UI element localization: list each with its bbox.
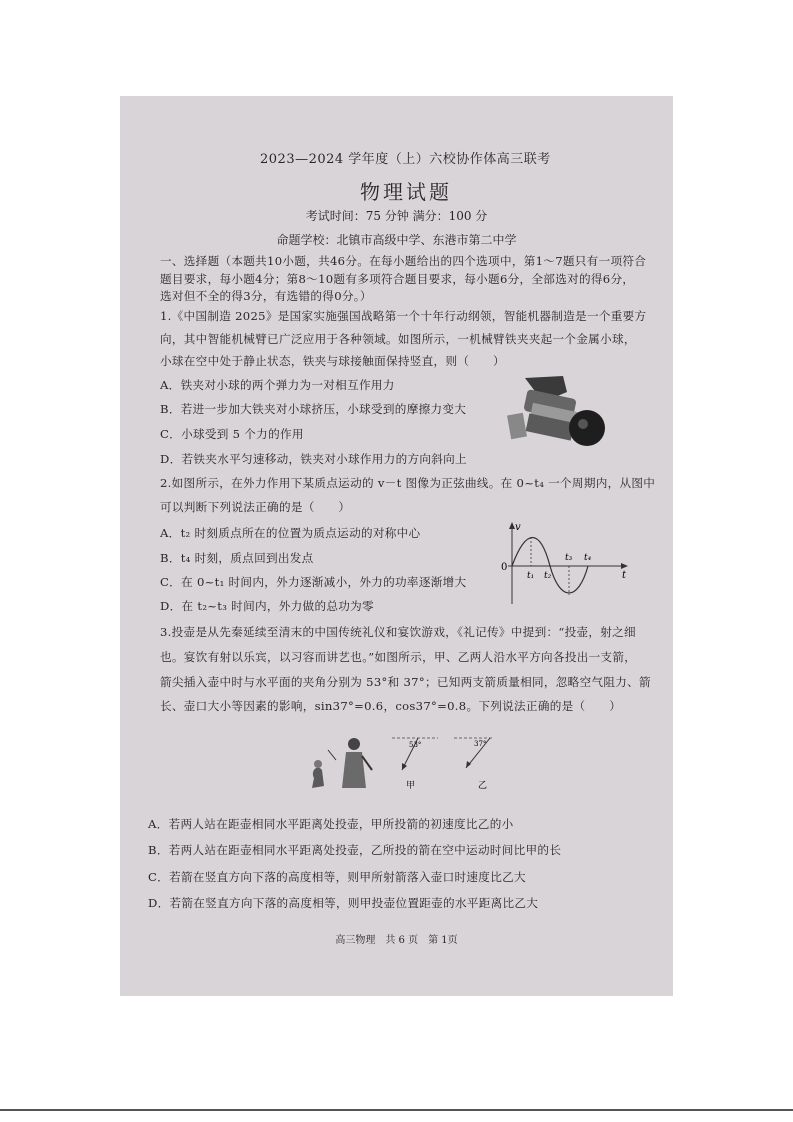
q1-line1: 1.《中国制造 2025》是国家实施强国战略第一个十年行动纲领，智能机器制造是一个重要方: [160, 309, 647, 323]
section1-line1: 一、选择题（本题共10小题，共46分。在每小题给出的四个选项中，第1～7题只有一项符合: [160, 254, 647, 268]
q3-option-a: A．若两人站在距壶相同水平距离处投壶，甲所投箭的初速度比乙的小: [148, 817, 514, 831]
origin-label: 0: [501, 562, 508, 573]
label-yi: 乙: [478, 781, 488, 791]
q3-line4: 长、壶口大小等因素的影响，sin37°=0.6，cos37°=0.8。下列说法正确的是（ ）: [160, 699, 622, 713]
q1-option-a: A．铁夹对小球的两个弹力为一对相互作用力: [160, 378, 395, 392]
q1-line3: 小球在空中处于静止状态，铁夹与球接触面保持竖直，则（ ）: [160, 354, 505, 368]
q1-option-c: C．小球受到 5 个力的作用: [160, 427, 304, 441]
t1-label: t₁: [527, 571, 535, 581]
robot-arm-figure: [505, 374, 623, 452]
bottom-divider: [0, 1109, 793, 1111]
t4-label: t₄: [584, 553, 592, 563]
t-axis-label: t: [622, 570, 627, 581]
subject-title: 物理试题: [360, 180, 452, 204]
q1-option-b: B．若进一步加大铁夹对小球挤压，小球受到的摩擦力变大: [160, 402, 467, 416]
exam-title: 2023—2024 学年度（上）六校协作体高三联考: [260, 152, 551, 167]
q1-line2: 向，其中智能机械臂已广泛应用于各种领域。如图所示，一机械臂铁夹夹起一个金属小球，: [160, 332, 636, 346]
t3-label: t₃: [565, 553, 573, 563]
section1-line2: 题目要求，每小题4分；第8～10题有多项符合题目要求，每小题6分，全部选对的得6分，: [160, 272, 635, 286]
q2-option-c: C．在 0~t₁ 时间内，外力逐渐减小，外力的功率逐渐增大: [160, 575, 467, 589]
vt-graph: [498, 520, 630, 606]
exam-paper: [120, 96, 673, 996]
q3-option-d: D．若箭在竖直方向下落的高度相等，则甲投壶位置距壶的水平距离比乙大: [148, 896, 539, 910]
t2-label: t₂: [544, 571, 552, 581]
v-axis-label: v: [515, 522, 521, 533]
q3-option-c: C．若箭在竖直方向下落的高度相等，则甲所射箭落入壶口时速度比乙大: [148, 870, 526, 884]
page-footer: 高三物理 共 6 页 第 1页: [335, 935, 458, 946]
q3-option-b: B．若两人站在距壶相同水平距离处投壶，乙所投的箭在空中运动时间比甲的长: [148, 843, 562, 857]
q2-option-b: B．t₄ 时刻，质点回到出发点: [160, 551, 314, 565]
touhu-player-illustration: [312, 738, 372, 788]
section1-line3: 选对但不全的得3分，有选错的得0分。）: [160, 289, 372, 303]
q3-line3: 箭尖插入壶中时与水平面的夹角分别为 53°和 37°；已知两支箭质量相同，忽略空气阻力、箭: [160, 675, 651, 689]
q1-option-d: D．若铁夹水平匀速移动，铁夹对小球作用力的方向斜向上: [160, 452, 467, 466]
q3-line1: 3.投壶是从先秦延续至清末的中国传统礼仪和宴饮游戏，《礼记传》中提到：“投壶，射之细: [160, 625, 636, 639]
q3-line2: 也。宴饮有射以乐宾，以习容而讲艺也。”如图所示，甲、乙两人沿水平方向各投出一支箭，: [160, 650, 637, 664]
touhu-figure: [306, 730, 496, 796]
schools-line: 命题学校：北镇市高级中学、东港市第二中学: [276, 233, 517, 247]
angle-jia: 53°: [409, 741, 422, 749]
q2-line1: 2.如图所示，在外力作用下某质点运动的 v－t 图像为正弦曲线。在 0~t₄ 一个周期内，从图中: [160, 476, 656, 490]
q2-option-d: D．在 t₂~t₃ 时间内，外力做的总功为零: [160, 599, 374, 613]
exam-info: 考试时间：75 分钟 满分：100 分: [305, 209, 488, 223]
label-jia: 甲: [406, 781, 416, 791]
angle-yi: 37°: [474, 740, 487, 748]
q2-line2: 可以判断下列说法正确的是（ ）: [160, 500, 351, 514]
q2-option-a: A．t₂ 时刻质点所在的位置为质点运动的对称中心: [160, 526, 421, 540]
